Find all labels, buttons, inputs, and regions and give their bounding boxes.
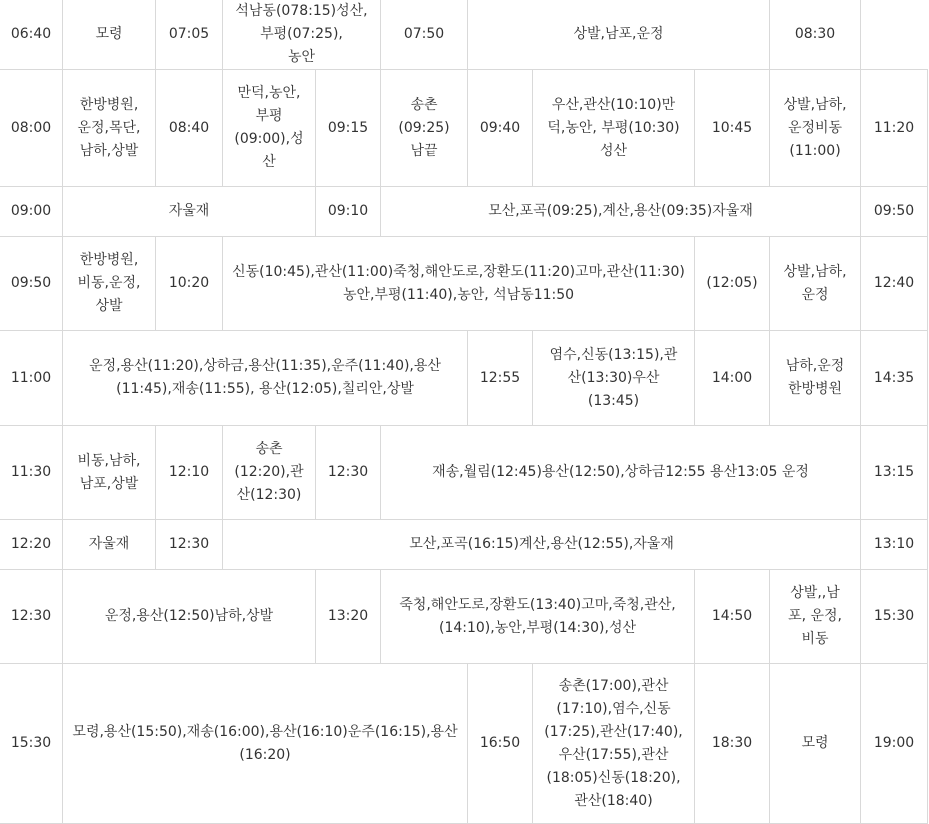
time-cell: 12:30	[0, 570, 63, 664]
time-cell: 13:15	[861, 426, 928, 520]
route-stops-cell: 한방병원, 비동,운정, 상발	[63, 237, 156, 331]
time-cell: 14:50	[695, 570, 770, 664]
route-stops-cell: 운정,용산(11:20),상하금,용산(11:35),운주(11:40),용산 (11:45),재송(11:55), 용산(12:05),칠리안,상발	[63, 331, 468, 426]
time-cell: 11:00	[0, 331, 63, 426]
schedule-row	[0, 0, 928, 70]
route-stops-cell: 염수,신동(13:15),관 산(13:30)우산 (13:45)	[533, 331, 695, 426]
schedule-row	[0, 664, 928, 824]
route-stops-cell: 모령,용산(15:50),재송(16:00),용산(16:10)운주(16:15),용산 (16:20)	[63, 664, 468, 824]
time-cell: 13:20	[316, 570, 381, 664]
time-cell: 14:35	[861, 331, 928, 426]
route-stops-cell: 우산,관산(10:10)만 덕,농안, 부평(10:30) 성산	[533, 70, 695, 187]
time-cell: 10:45	[695, 70, 770, 187]
schedule-row	[0, 187, 928, 237]
schedule-row	[0, 331, 928, 426]
schedule-row	[0, 237, 928, 331]
route-stops-cell: 자울재	[63, 187, 316, 237]
time-cell: 07:50	[381, 0, 468, 70]
route-stops-cell: 죽청,해안도로,장환도(13:40)고마,죽청,관산, (14:10),농안,부평(14:30),성산	[381, 570, 695, 664]
route-stops-cell: 송촌 (09:25) 남끝	[381, 70, 468, 187]
route-stops-cell: 재송,월림(12:45)용산(12:50),상하금12:55 용산13:05 운정	[381, 426, 861, 520]
time-cell: 09:50	[861, 187, 928, 237]
time-cell: 19:00	[861, 664, 928, 824]
time-cell: 11:20	[861, 70, 928, 187]
time-cell: 18:30	[695, 664, 770, 824]
route-stops-cell: 모산,포곡(16:15)계산,용산(12:55),자울재	[223, 520, 861, 570]
time-cell: 11:30	[0, 426, 63, 520]
route-stops-cell: 상발,남포,운정	[468, 0, 770, 70]
route-stops-cell: 남하,운정 한방병원	[770, 331, 861, 426]
time-cell: 12:55	[468, 331, 533, 426]
route-stops-cell: 자울재	[63, 520, 156, 570]
time-cell: 12:20	[0, 520, 63, 570]
schedule-row	[0, 70, 928, 187]
route-stops-cell: 모산,포곡(09:25),계산,용산(09:35)자울재	[381, 187, 861, 237]
route-stops-cell: 한방병원, 운정,목단, 남하,상발	[63, 70, 156, 187]
schedule-row	[0, 426, 928, 520]
schedule-row	[0, 520, 928, 570]
route-stops-cell: 비동,남하, 남포,상발	[63, 426, 156, 520]
route-stops-cell: 모령	[770, 664, 861, 824]
time-cell: 12:30	[316, 426, 381, 520]
route-stops-cell: 만덕,농안, 부평 (09:00),성 산	[223, 70, 316, 187]
route-stops-cell: 상발,남하, 운정	[770, 237, 861, 331]
time-cell: 10:20	[156, 237, 223, 331]
route-stops-cell: 송촌 (12:20),관 산(12:30)	[223, 426, 316, 520]
time-cell: 15:30	[0, 664, 63, 824]
time-cell: 09:15	[316, 70, 381, 187]
route-stops-cell: 송촌(17:00),관산 (17:10),염수,신동 (17:25),관산(17:40), 우산(17:55),관산 (18:05)신동(18:20), 관산(18:40)	[533, 664, 695, 824]
time-cell: 09:40	[468, 70, 533, 187]
time-cell: 12:40	[861, 237, 928, 331]
route-stops-cell: 운정,용산(12:50)남하,상발	[63, 570, 316, 664]
route-stops-cell: 신동(10:45),관산(11:00)죽청,해안도로,장환도(11:20)고마,관산(11:30) 농안,부평(11:40),농안, 석남동11:50	[223, 237, 695, 331]
time-cell: 12:10	[156, 426, 223, 520]
schedule-row	[0, 570, 928, 664]
time-cell: 08:40	[156, 70, 223, 187]
time-cell: 09:00	[0, 187, 63, 237]
time-cell: 16:50	[468, 664, 533, 824]
time-cell: 12:30	[156, 520, 223, 570]
time-cell: 08:00	[0, 70, 63, 187]
time-cell: 09:10	[316, 187, 381, 237]
time-cell: 14:00	[695, 331, 770, 426]
time-cell: 08:30	[770, 0, 861, 70]
time-cell: 09:50	[0, 237, 63, 331]
route-stops-cell: 석남동(078:15)성산,부평(07:25), 농안	[223, 0, 381, 70]
time-cell: 13:10	[861, 520, 928, 570]
route-stops-cell: 상발,남하, 운정비동 (11:00)	[770, 70, 861, 187]
time-cell: (12:05)	[695, 237, 770, 331]
time-cell: 07:05	[156, 0, 223, 70]
time-cell: 15:30	[861, 570, 928, 664]
time-cell: 06:40	[0, 0, 63, 70]
route-stops-cell: 상발,,남 포, 운정, 비동	[770, 570, 861, 664]
route-stops-cell: 모령	[63, 0, 156, 70]
